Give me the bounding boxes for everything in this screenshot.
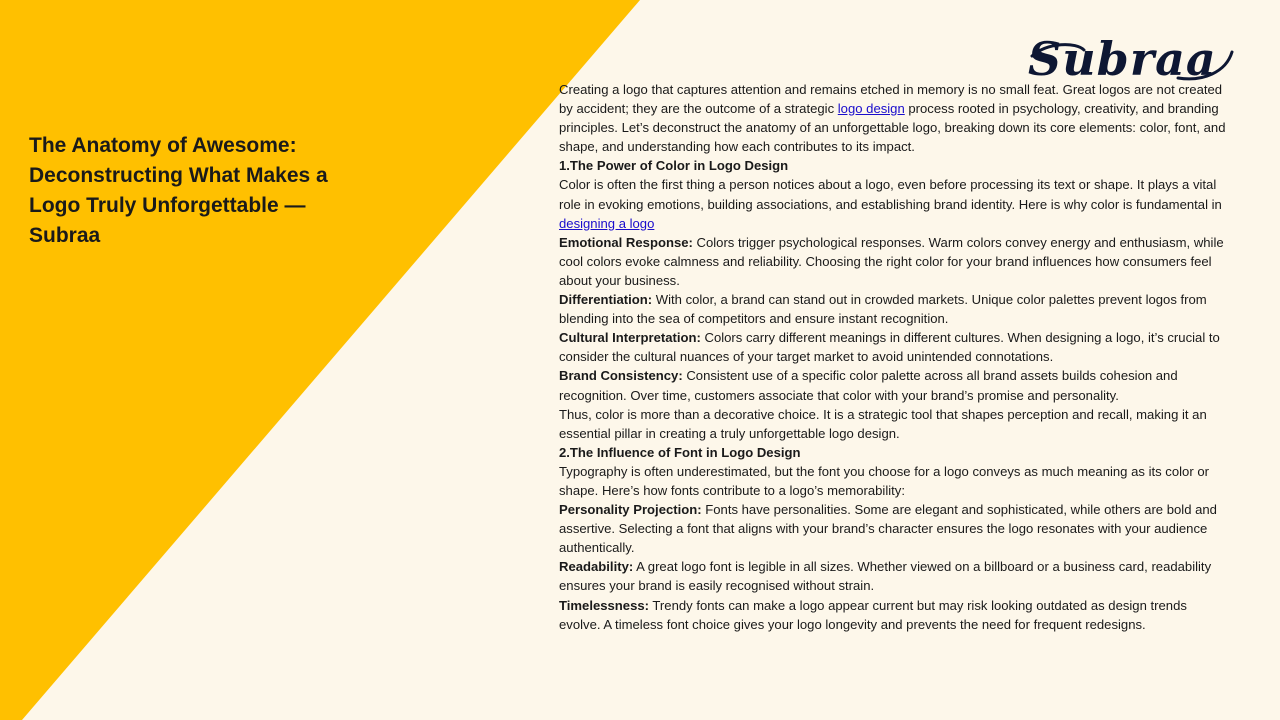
point-term: Emotional Response: xyxy=(559,234,693,250)
color-point: Emotional Response: Colors trigger psychological responses. Warm colors convey energy and enthusiasm, while cool colors evoke calmness and reliability. Choosing the right color for your brand influences how consumers feel about your business. xyxy=(559,234,1224,288)
point-term: Personality Projection: xyxy=(559,502,702,518)
point-term: Readability: xyxy=(559,559,634,575)
point-term: Cultural Interpretation: xyxy=(559,330,701,346)
intro-paragraph: Creating a logo that captures attention and remains etched in memory is no small feat. Great logos are not created by accident; they are the outcome of a strategic logo design process rooted in psychology, creativity, and branding principles. Let’s deconstruct the anatomy of an unforgettable logo, breaking down its core elements: color, font, and shape, and understanding how each contributes to its impact. xyxy=(559,82,1226,155)
point-term: Differentiation: xyxy=(559,292,653,308)
font-point: Personality Projection: Fonts have personalities. Some are elegant and sophisticated, while others are bold and assertive. Selecting a font that aligns with your brand’s character ensures the logo resonates with your audience authentically. xyxy=(559,502,1217,556)
point-term: Timelessness: xyxy=(559,597,650,613)
article-body xyxy=(559,80,1227,634)
designing-a-logo-link[interactable]: designing a logo xyxy=(559,215,655,231)
section-2-heading: 2.The Influence of Font in Logo Design xyxy=(559,444,801,460)
color-point: Brand Consistency: Consistent use of a specific color palette across all brand assets builds cohesion and recognition. Over time, customers associate that color with your brand’s promise and personality. xyxy=(559,368,1178,403)
point-term: Brand Consistency: xyxy=(559,368,683,384)
color-point: Differentiation: With color, a brand can stand out in crowded markets. Unique color palettes prevent logos from blending into the sea of competitors and ensure instant recognition. xyxy=(559,292,1207,327)
font-point: Timelessness: Trendy fonts can make a logo appear current but may risk looking outdated as design trends evolve. A timeless font choice gives your logo longevity and prevents the need for frequent redesigns. xyxy=(559,597,1187,632)
section-1-heading: 1.The Power of Color in Logo Design xyxy=(559,158,789,174)
page-title: The Anatomy of Awesome: Deconstructing What Makes a Logo Truly Unforgettable — Subraa xyxy=(29,134,328,247)
section-1-conclusion: Thus, color is more than a decorative choice. It is a strategic tool that shapes perception and recall, making it an essential pillar in creating a truly unforgettable logo design. xyxy=(559,406,1207,441)
section-2-intro: Typography is often underestimated, but the font you choose for a logo conveys as much meaning as its color or shape. Here’s how fonts contribute to a logo’s memorability: xyxy=(559,463,1209,498)
logo-design-link[interactable]: logo design xyxy=(837,101,905,117)
section-1-intro: Color is often the first thing a person notices about a logo, even before processing its text or shape. It plays a vital role in evoking emotions, building associations, and establishing brand identity. Here is why color is fundamental in designing a logo xyxy=(559,177,1222,231)
color-point: Cultural Interpretation: Colors carry different meanings in different cultures. When designing a logo, it’s crucial to consider the cultural nuances of your target market to avoid unintended connotations. xyxy=(559,330,1220,365)
font-point: Readability: A great logo font is legible in all sizes. Whether viewed on a billboard or a business card, readability ensures your brand is easily recognised without strain. xyxy=(559,559,1212,594)
subraa-logo: Subraa xyxy=(1028,32,1217,86)
